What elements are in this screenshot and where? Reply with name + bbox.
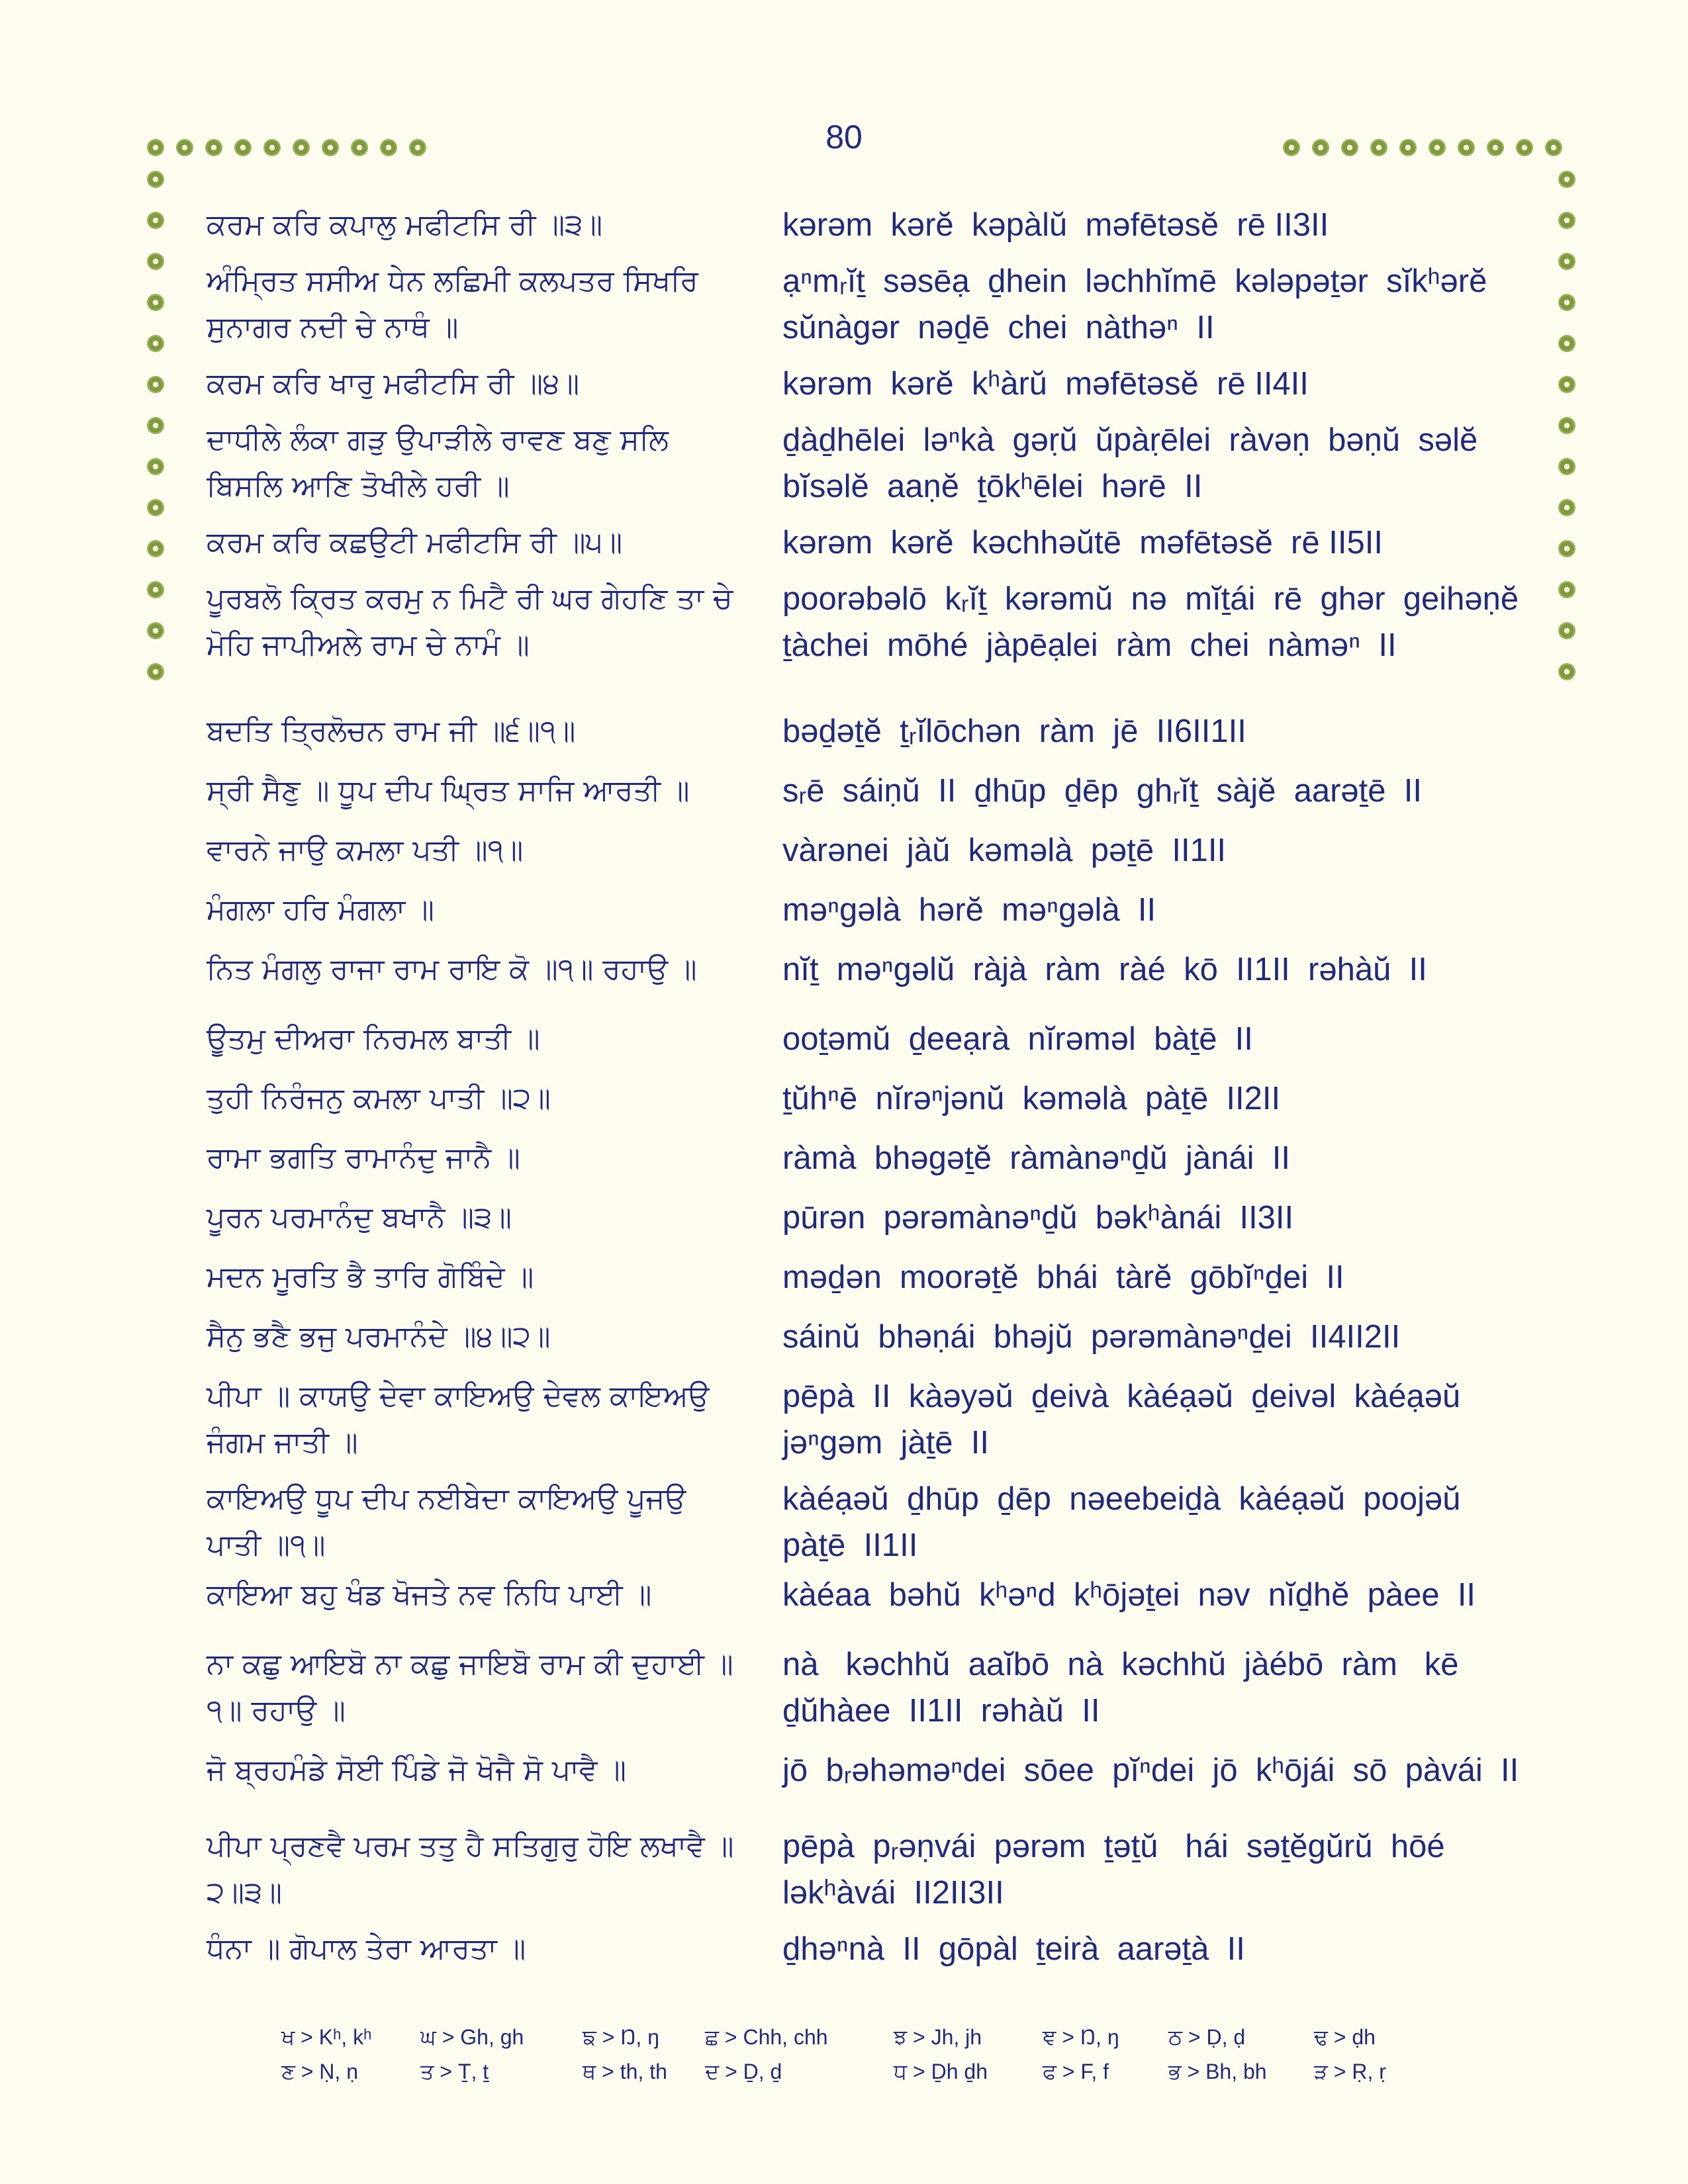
flower-ornament-icon (147, 335, 164, 352)
gurmukhi-text: ਪੂਰਨ ਪਰਮਾਨੰਦੁ ਬਖਾਨੈ ॥੩॥ (207, 1201, 512, 1234)
transliteration-text: poorəbəlō kᵣĭṯ kərəmŭ nə mĭṯái rē ghər geihəṇĕ ṯàchei mōhé jàpēạlei ràm chei nàməⁿ II (782, 581, 1519, 663)
gurmukhi-text: ਪੂਰਬਲੋ ਕ੍ਰਿਤ ਕਰਮੁ ਨ ਮਿਟੈ ਰੀ ਘਰ ਗੇਹਣਿ ਤਾ ਚੇ ਮੋਹਿ ਜਾਪੀਅਲੇ ਰਾਮ ਚੇ ਨਾਮੰ ॥ (207, 582, 733, 662)
transliteration-text: sáinŭ bhəṇái bhəjŭ pərəmànəⁿḏei II4II2II (782, 1319, 1401, 1355)
flower-ornament-icon (176, 139, 193, 156)
gurmukhi-text: ਮਦਨ ਮੂਰਤਿ ਭੈ ਤਾਰਿ ਗੋਬਿੰਦੇ ॥ (207, 1260, 534, 1294)
gurmukhi-text: ਸੈਨੁ ਭਣੈ ਭਜੁ ਪਰਮਾਨੰਦੇ ॥੪॥੨॥ (207, 1320, 551, 1353)
transliteration-text: ṯŭhⁿē nĭrəⁿjənŭ kəməlà pàṯē II2II (782, 1081, 1281, 1116)
flower-ornament-icon (147, 540, 164, 557)
gurmukhi-text: ਪੀਪਾ ॥ ਕਾਯਉ ਦੇਵਾ ਕਾਇਅਉ ਦੇਵਲ ਕਾਇਅਉ ਜੰਗਮ ਜਾਤੀ ॥ (207, 1379, 710, 1459)
flower-ornament-icon (1558, 581, 1575, 598)
flower-ornament-icon (147, 663, 164, 680)
flower-ornament-icon (380, 139, 397, 156)
transliteration-text: məⁿgəlà hərĕ məⁿgəlà II (782, 892, 1156, 928)
legend-entry: ਧ > Ḏh ḏh (894, 2060, 988, 2083)
flower-ornament-icon (1558, 376, 1575, 393)
flower-ornament-icon (1558, 335, 1575, 352)
flower-ornament-icon (147, 458, 164, 475)
flower-ornament-icon (1283, 139, 1300, 156)
gurmukhi-text: ਕਰਮ ਕਰਿ ਕਛਉਟੀ ਮਫੀਟਸਿ ਰੀ ॥੫॥ (207, 525, 623, 559)
flower-ornament-icon (1487, 139, 1504, 156)
legend-entry: ਘ > Gh, gh (420, 2025, 524, 2049)
transliteration-text: pūrən pərəmànəⁿḏŭ bəkʰànái II3II (782, 1200, 1294, 1236)
flower-ornament-icon (409, 139, 426, 156)
transliteration-text: sᵣē sáiṇŭ II ḏhūp ḏēp ghᵣĭṯ sàjĕ aarəṯē II (782, 773, 1422, 809)
gurmukhi-text: ਦਾਧੀਲੇ ਲੰਕਾ ਗੜੁ ਉਪਾੜੀਲੇ ਰਾਵਣ ਬਣੁ ਸਲਿ ਬਿਸਲਿ ਆਣਿ ਤੋਖੀਲੇ ਹਰੀ ॥ (207, 423, 669, 503)
flower-ornament-icon (1558, 294, 1575, 311)
transliteration-text: nĭṯ məⁿgəlŭ ràjà ràm ràé kō II1II rəhàŭ II (782, 952, 1427, 987)
transliteration-text: vàrənei jàŭ kəməlà pəṯē II1II (782, 833, 1227, 868)
transliteration-text: kàéạəŭ ḏhūp ḏēp nəeebeiḏà kàéạəŭ poojəŭ pàṯē II1II (782, 1481, 1461, 1563)
flower-ornament-icon (1399, 139, 1417, 156)
flower-ornament-icon (147, 253, 164, 270)
flower-ornament-icon (147, 212, 164, 229)
flower-ornament-icon (234, 139, 252, 156)
page-number: 80 (825, 118, 863, 156)
flower-ornament-icon (351, 139, 368, 156)
legend-entry: ੜ > Ṛ, ṛ (1314, 2060, 1386, 2083)
legend-entry: ਞ > Ŋ, ŋ (1043, 2025, 1119, 2049)
gurmukhi-text: ਜੋ ਬ੍ਰਹਮੰਡੇ ਸੋਈ ਪਿੰਡੇ ਜੋ ਖੋਜੈ ਸੋ ਪਾਵੈ ॥ (207, 1753, 627, 1787)
transliteration-text: nà kəchhŭ aaĭbō nà kəchhŭ jàébō ràm kē ḏŭhàee II1II rəhàŭ II (782, 1647, 1459, 1729)
gurmukhi-text: ਊਤਮੁ ਦੀਅਰਾ ਨਿਰਮਲ ਬਾਤੀ ॥ (207, 1022, 540, 1056)
legend-entry: ਢ > ḍh (1314, 2025, 1376, 2049)
legend-entry: ਫ > F, f (1043, 2060, 1109, 2083)
flower-ornament-icon (1558, 663, 1575, 680)
gurmukhi-text: ਮੰਗਲਾ ਹਰਿ ਮੰਗਲਾ ॥ (207, 893, 434, 927)
legend-entry: ਭ > Bh, bh (1168, 2060, 1267, 2083)
flower-ornament-icon (147, 499, 164, 516)
legend-entry: ਖ > Kʰ, kʰ (281, 2025, 372, 2049)
legend-entry: ਠ > Ḍ, ḍ (1168, 2025, 1246, 2049)
legend-entry: ਣ > Ṇ, ṇ (281, 2060, 358, 2083)
flower-ornament-icon (1429, 139, 1446, 156)
legend-entry: ਝ > Jh, jh (894, 2025, 982, 2049)
transliteration-text: ạⁿmᵣĭṯ səsēạ ḏhein ləchhĭmē kələpəṯər sĭkʰərĕ sŭnàgər nəḏē chei nàthəⁿ II (782, 263, 1487, 345)
transliteration-text: pēpà II kàəyəŭ ḏeivà kàéạəŭ ḏeivəl kàéạəŭ jəⁿgəm jàṯē II (782, 1379, 1461, 1461)
flower-ornament-icon (147, 171, 164, 188)
gurmukhi-text: ਪੀਪਾ ਪ੍ਰਣਵੈ ਪਰਮ ਤਤੁ ਹੈ ਸਤਿਗੁਰੁ ਹੋਇ ਲਖਾਵੈ ॥੨॥੩॥ (207, 1829, 734, 1909)
transliteration-text: kərəm kərĕ kəchhəŭtē məfētəsĕ rē II5II (782, 525, 1383, 561)
legend-entry: ਥ > th, th (583, 2060, 667, 2083)
gurmukhi-text: ਕਾਇਆ ਬਹੁ ਖੰਡ ਖੋਜਤੇ ਨਵ ਨਿਧਿ ਪਾਈ ॥ (207, 1578, 652, 1612)
gurmukhi-text: ਵਾਰਨੇ ਜਾਉ ਕਮਲਾ ਪਤੀ ॥੧॥ (207, 833, 524, 867)
flower-ornament-icon (1558, 417, 1575, 434)
flower-ornament-icon (1558, 622, 1575, 639)
transliteration-text: məḏən moorəṯĕ bhái tàrĕ gōbĭⁿḏei II (782, 1259, 1344, 1295)
gurmukhi-text: ਨਿਤ ਮੰਗਲੁ ਰਾਜਾ ਰਾਮ ਰਾਇ ਕੋ ॥੧॥ ਰਹਾਉ ॥ (207, 952, 697, 986)
gurmukhi-text: ਕਰਮ ਕਰਿ ਕਪਾਲੁ ਮਫੀਟਸਿ ਰੀ ॥੩॥ (207, 208, 603, 242)
flower-ornament-icon (1558, 253, 1575, 270)
flower-ornament-icon (263, 139, 281, 156)
flower-ornament-icon (1516, 139, 1533, 156)
legend-entry: ਤ > Ṯ, ṯ (420, 2060, 489, 2083)
flower-ornament-icon (147, 139, 164, 156)
gurmukhi-text: ਕਰਮ ਕਰਿ ਖਾਰੁ ਮਫੀਟਸਿ ਰੀ ॥੪॥ (207, 367, 580, 400)
transliteration-text: ooṯəmŭ ḏeeạrà nĭrəməl bàṯē II (782, 1021, 1253, 1057)
gurmukhi-text: ਤੁਹੀ ਨਿਰੰਜਨੁ ਕਮਲਾ ਪਾਤੀ ॥੨॥ (207, 1081, 551, 1115)
flower-ornament-icon (147, 294, 164, 311)
flower-ornament-icon (147, 581, 164, 598)
flower-ornament-icon (1341, 139, 1358, 156)
transliteration-text: kàéaa bəhŭ kʰəⁿd kʰōjəṯei nəv nĭḏhĕ pàee II (782, 1577, 1476, 1613)
legend-entry: ਛ > Chh, chh (705, 2025, 828, 2049)
flower-ornament-icon (293, 139, 310, 156)
flower-ornament-icon (147, 376, 164, 393)
transliteration-text: ḏhəⁿnà II gōpàl ṯeirà aarəṯà II (782, 1931, 1245, 1967)
transliteration-text: pēpà pᵣəṇvái pərəm ṯəṯŭ hái səṯĕgŭrŭ hōé ləkʰàvái II2II3II (782, 1829, 1445, 1911)
gurmukhi-text: ਨਾ ਕਛੁ ਆਇਬੋ ਨਾ ਕਛੁ ਜਾਇਬੋ ਰਾਮ ਕੀ ਦੁਹਾਈ ॥੧॥ ਰਹਾਉ ॥ (207, 1647, 733, 1727)
transliteration-text: ràmà bhəgəṯĕ ràmànəⁿḏŭ jànái II (782, 1140, 1290, 1176)
transliteration-text: bəḏəṯĕ ṯᵣĭlōchən ràm jē II6II1II (782, 713, 1246, 749)
flower-ornament-icon (1312, 139, 1329, 156)
gurmukhi-text: ਅੰਮ੍ਰਿਤ ਸਸੀਅ ਧੇਨ ਲਛਿਮੀ ਕਲਪਤਰ ਸਿਖਰਿ ਸੁਨਾਗਰ ਨਦੀ ਚੇ ਨਾਥੰ ॥ (207, 264, 698, 344)
flower-ornament-icon (147, 417, 164, 434)
flower-ornament-icon (1558, 499, 1575, 516)
legend-entry: ਦ > Ḏ, ḏ (705, 2060, 782, 2083)
transliteration-text: kərəm kərĕ kəpàlŭ məfētəsĕ rē II3II (782, 207, 1329, 243)
flower-ornament-icon (1558, 171, 1575, 188)
legend-entry: ਙ > Ŋ, ŋ (583, 2025, 659, 2049)
transliteration-text: kərəm kərĕ kʰàrŭ məfētəsĕ rē II4II (782, 366, 1309, 402)
flower-ornament-icon (147, 622, 164, 639)
gurmukhi-text: ਕਾਇਅਉ ਧੂਪ ਦੀਪ ਨਈਬੇਦਾ ਕਾਇਅਉ ਪੂਜਉ ਪਾਤੀ ॥੧॥ (207, 1482, 686, 1562)
gurmukhi-text: ਰਾਮਾ ਭਗਤਿ ਰਾਮਾਨੰਦੁ ਜਾਨੈ ॥ (207, 1141, 520, 1175)
flower-ornament-icon (1558, 458, 1575, 475)
flower-ornament-icon (322, 139, 339, 156)
gurmukhi-text: ਬਦਤਿ ਤ੍ਰਿਲੋਚਨ ਰਾਮ ਜੀ ॥੬॥੧॥ (207, 714, 576, 748)
flower-ornament-icon (1458, 139, 1475, 156)
flower-ornament-icon (1545, 139, 1562, 156)
transliteration-text: ḏàḏhēlei ləⁿkà gəṛŭ ŭpàṛēlei ràvəṇ bəṇŭ səlĕ bĭsəlĕ aaṇĕ ṯōkʰēlei hərē II (782, 422, 1478, 504)
transliteration-text: jō bᵣəhəməⁿdei sōee pĭⁿdei jō kʰōjái sō pàvái II (782, 1752, 1519, 1788)
gurmukhi-text: ਧੰਨਾ ॥ ਗੋਪਾਲ ਤੇਰਾ ਆਰਤਾ ॥ (207, 1932, 526, 1966)
flower-ornament-icon (1558, 212, 1575, 229)
flower-ornament-icon (205, 139, 222, 156)
flower-ornament-icon (1558, 540, 1575, 557)
flower-ornament-icon (1370, 139, 1387, 156)
gurmukhi-text: ਸ੍ਰੀ ਸੈਣੁ ॥ ਧੂਪ ਦੀਪ ਘ੍ਰਿਤ ਸਾਜਿ ਆਰਤੀ ॥ (207, 774, 690, 807)
